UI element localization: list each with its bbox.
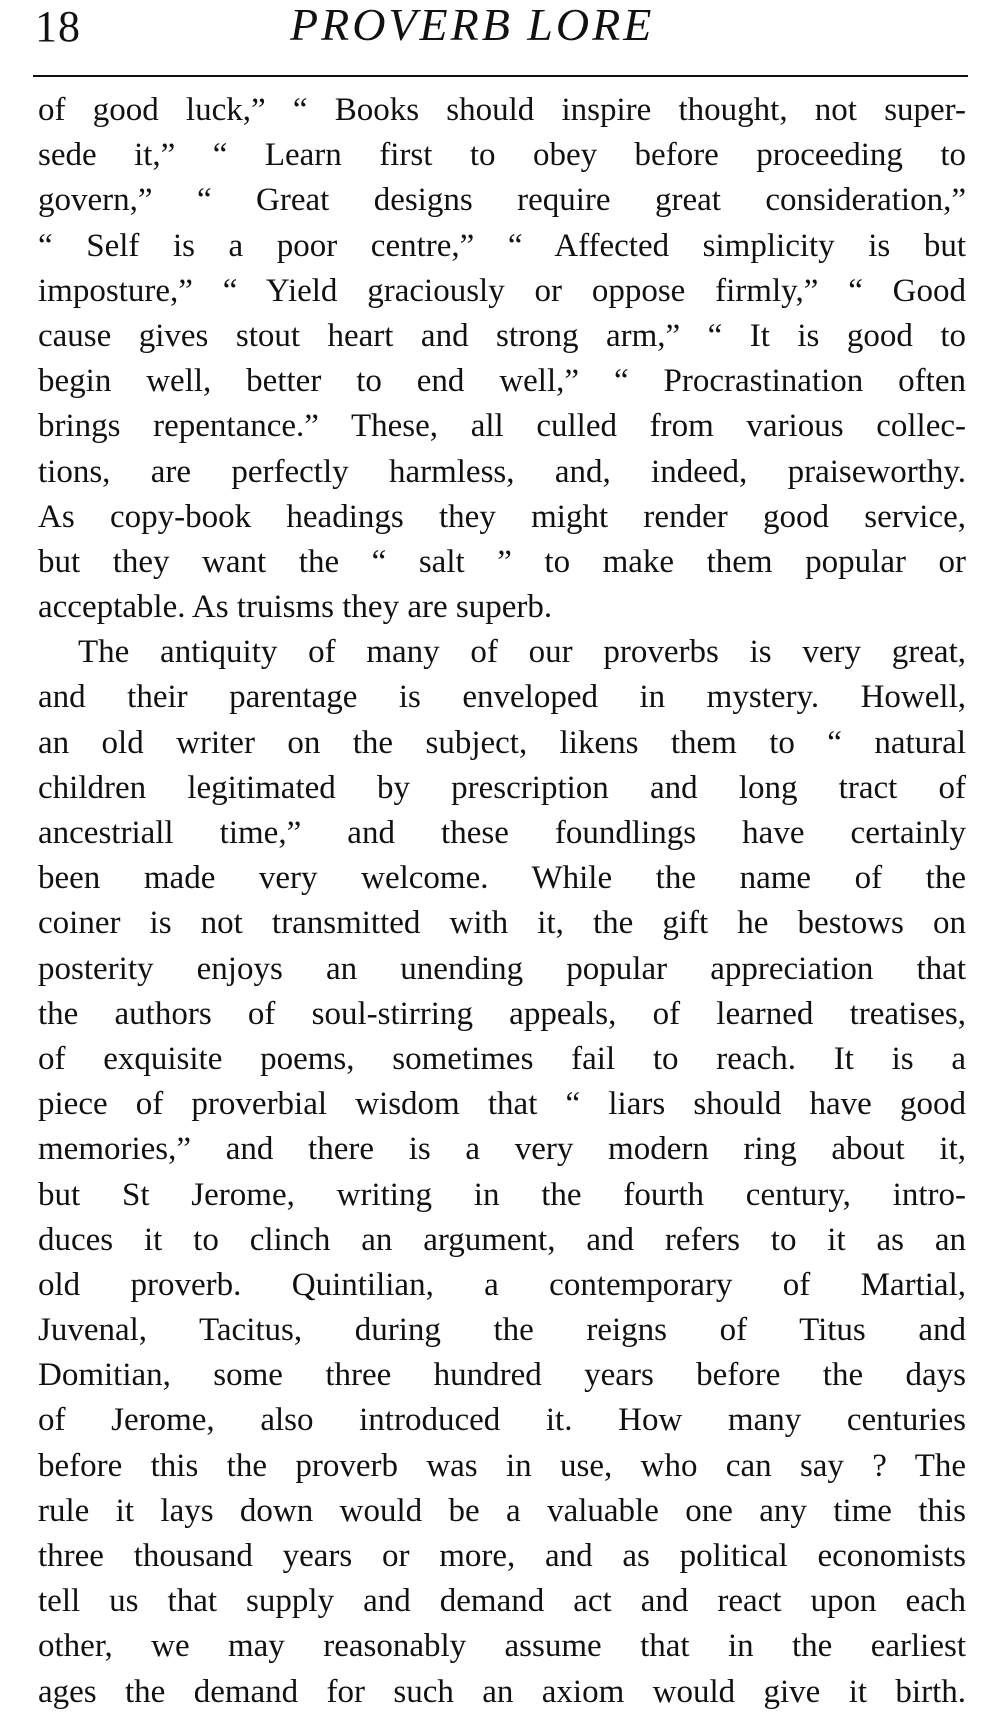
text-line: children legitimated by prescription and long tract of: [38, 769, 966, 806]
text-line: of Jerome, also introduced it. How many centuries: [38, 1402, 966, 1439]
text-line: ancestriall time,” and these foundlings have certainly: [38, 815, 966, 851]
text-line: duces it to clinch an argument, and refers to it as an: [38, 1221, 966, 1258]
text-line: three thousand years or more, and as political economists: [38, 1538, 966, 1574]
text-line: the authors of soul-stirring appeals, of learned treatises,: [38, 995, 966, 1032]
text-line: tions, are perfectly harmless, and, indeed, praiseworthy.: [38, 453, 966, 490]
text-line: cause gives stout heart and strong arm,” “ It is good to: [38, 317, 966, 354]
text-line: memories,” and there is a very modern ring about it,: [38, 1131, 966, 1168]
running-title: PROVERB LORE: [290, 0, 655, 50]
text-line: posterity enjoys an unending popular appreciation that: [38, 950, 966, 987]
text-line: sede it,” “ Learn first to obey before proceeding to: [38, 137, 966, 174]
text-line: The antiquity of many of our proverbs is very great,: [78, 634, 966, 671]
text-line: As copy-book headings they might render good service,: [38, 498, 966, 535]
page-header: [35, 0, 970, 70]
text-line: piece of proverbial wisdom that “ liars should have good: [38, 1086, 966, 1123]
page-number: 18: [35, 2, 81, 51]
text-line: but they want the “ salt ” to make them popular or: [38, 543, 966, 580]
text-line: acceptable. As truisms they are superb.: [38, 589, 553, 626]
text-line: an old writer on the subject, likens them to “ natural: [38, 724, 966, 761]
text-line: old proverb. Quintilian, a contemporary of Martial,: [38, 1266, 966, 1303]
text-line: begin well, better to end well,” “ Procrastination often: [38, 363, 966, 400]
text-line: brings repentance.” These, all culled from various collec-: [38, 408, 966, 445]
text-line: “ Self is a poor centre,” “ Affected simplicity is but: [38, 227, 966, 264]
text-line: Domitian, some three hundred years before the days: [38, 1357, 966, 1394]
text-line: but St Jerome, writing in the fourth century, intro-: [38, 1176, 966, 1213]
text-line: of exquisite poems, sometimes fail to reach. It is a: [38, 1040, 966, 1077]
text-line: tell us that supply and demand act and react upon each: [38, 1583, 966, 1620]
text-line: other, we may reasonably assume that in the earliest: [38, 1628, 966, 1665]
text-line: of good luck,” “ Books should inspire thought, not super-: [38, 92, 966, 128]
text-line: coiner is not transmitted with it, the gift he bestows on: [38, 905, 966, 942]
body-text: [38, 88, 966, 1715]
text-line: ages the demand for such an axiom would give it birth.: [38, 1673, 966, 1710]
text-line: been made very welcome. While the name of the: [38, 860, 966, 897]
text-line: before this the proverb was in use, who can say ? The: [38, 1447, 966, 1484]
header-rule: [33, 75, 968, 77]
text-line: imposture,” “ Yield graciously or oppose firmly,” “ Good: [38, 272, 966, 309]
text-line: and their parentage is enveloped in mystery. Howell,: [38, 679, 966, 716]
text-line: rule it lays down would be a valuable one any time this: [38, 1492, 966, 1529]
text-line: govern,” “ Great designs require great consideration,”: [38, 182, 966, 219]
text-line: Juvenal, Tacitus, during the reigns of Titus and: [38, 1312, 966, 1349]
